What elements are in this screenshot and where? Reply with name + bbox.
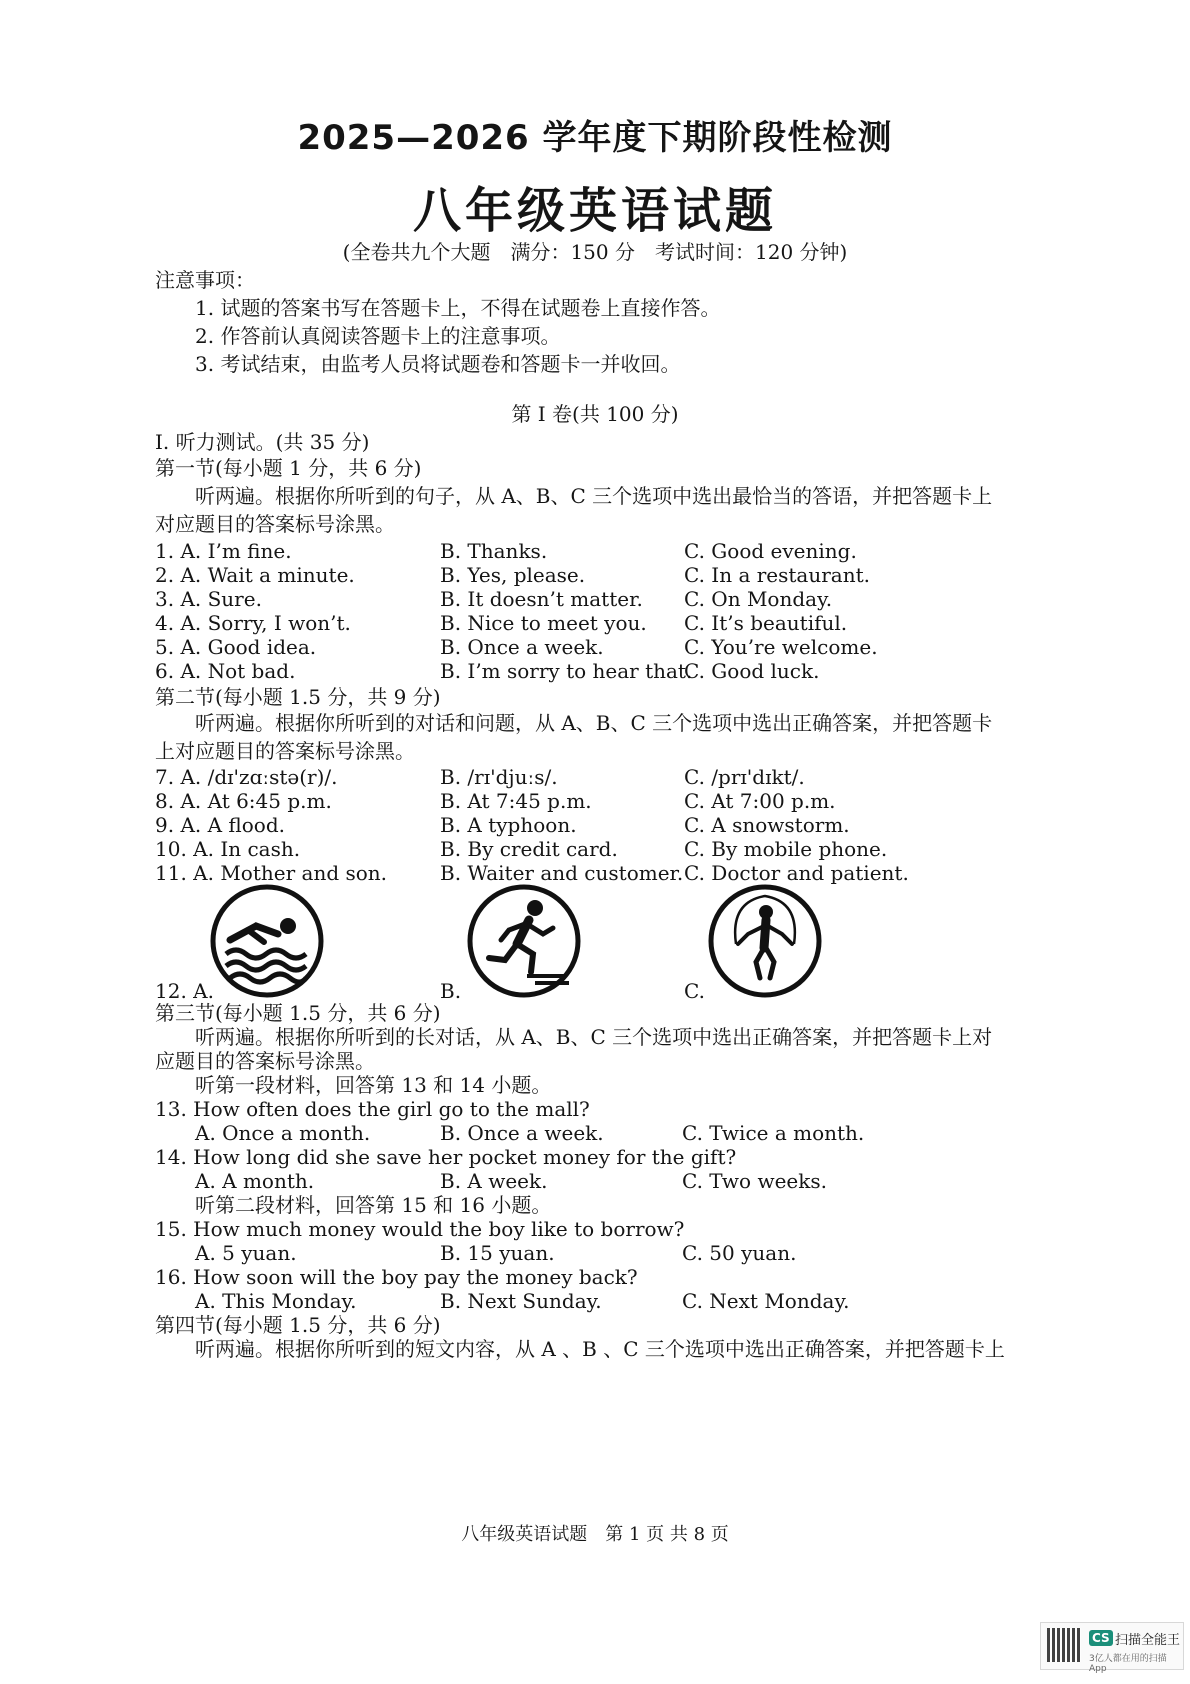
part4-heading: 第四节(每小题 1.5 分，共 6 分): [155, 1313, 441, 1337]
q7-option-c: C. /prɪ'dɪkt/.: [684, 765, 805, 789]
material1-note: 听第一段材料，回答第 13 和 14 小题。: [195, 1073, 552, 1097]
exam-info-subtitle: (全卷共九个大题 满分：150 分 考试时间：120 分钟): [342, 240, 848, 264]
q3-option-c: C. On Monday.: [684, 587, 833, 611]
q15-option-c: C. 50 yuan.: [682, 1241, 797, 1265]
q8-option-b: B. At 7:45 p.m.: [440, 789, 592, 813]
notice-item-3: 3. 考试结束，由监考人员将试题卷和答题卡一并收回。: [195, 352, 681, 376]
notice-item-1: 1. 试题的答案书写在答题卡上，不得在试题卷上直接作答。: [195, 296, 721, 320]
scanner-app-tagline: 3亿人都在用的扫描App: [1089, 1654, 1167, 1674]
part1-instructions-line1: 听两遍。根据你所听到的句子，从 A、B、C 三个选项中选出最恰当的答语，并把答题卡上: [195, 484, 993, 508]
q6-option-c: C. Good luck.: [684, 659, 820, 683]
page-footer: 八年级英语试题 第 1 页 共 8 页: [461, 1524, 729, 1545]
q2-option-a: 2. A. Wait a minute.: [155, 563, 355, 587]
notice-label: 注意事项：: [155, 268, 255, 292]
q13-option-c: C. Twice a month.: [682, 1121, 865, 1145]
part3-instructions-line1: 听两遍。根据你所听到的长对话，从 A、B、C 三个选项中选出正确答案，并把答题卡上对: [195, 1025, 993, 1049]
q14-option-c: C. Two weeks.: [682, 1169, 827, 1193]
q9-option-a: 9. A. A flood.: [155, 813, 285, 837]
q15-option-b: B. 15 yuan.: [440, 1241, 555, 1265]
exam-term-title: 2025—2026 学年度下期阶段性检测: [297, 118, 893, 158]
q11-option-a: 11. A. Mother and son.: [155, 861, 388, 885]
q16-option-c: C. Next Monday.: [682, 1289, 850, 1313]
q2-option-b: B. Yes, please.: [440, 563, 586, 587]
q9-option-b: B. A typhoon.: [440, 813, 577, 837]
q11-option-b: B. Waiter and customer.: [440, 861, 684, 885]
q7-option-b: B. /rɪ'djuːs/.: [440, 765, 558, 789]
q10-option-c: C. By mobile phone.: [684, 837, 888, 861]
q15-question: 15. How much money would the boy like to borrow?: [155, 1217, 685, 1241]
qr-code-icon: [1047, 1628, 1081, 1662]
q14-option-b: B. A week.: [440, 1169, 548, 1193]
q12-option-c: C.: [684, 979, 705, 1003]
notice-item-2: 2. 作答前认真阅读答题卡上的注意事项。: [195, 324, 561, 348]
q13-question: 13. How often does the girl go to the mall?: [155, 1097, 590, 1121]
q14-option-a: A. A month.: [195, 1169, 315, 1193]
q1-option-b: B. Thanks.: [440, 539, 548, 563]
q16-option-a: A. This Monday.: [195, 1289, 357, 1313]
q11-option-c: C. Doctor and patient.: [684, 861, 909, 885]
part2-instructions-line2: 上对应题目的答案标号涂黑。: [155, 739, 415, 763]
q13-option-b: B. Once a week.: [440, 1121, 604, 1145]
jump-rope-icon: [706, 882, 824, 1000]
q4-option-a: 4. A. Sorry, I won’t.: [155, 611, 351, 635]
q8-option-c: C. At 7:00 p.m.: [684, 789, 836, 813]
q14-question: 14. How long did she save her pocket money for the gift?: [155, 1145, 737, 1169]
part1-instructions-line2: 对应题目的答案标号涂黑。: [155, 512, 395, 536]
scanner-watermark: [1040, 1622, 1184, 1674]
material2-note: 听第二段材料，回答第 15 和 16 小题。: [195, 1193, 552, 1217]
exam-subject-title: 八年级英语试题: [412, 183, 777, 239]
part2-instructions-line1: 听两遍。根据你所听到的对话和问题，从 A、B、C 三个选项中选出正确答案，并把答题卡: [195, 711, 993, 735]
q7-option-a: 7. A. /dɪ'zɑːstə(r)/.: [155, 765, 338, 789]
part3-instructions-line2: 应题目的答案标号涂黑。: [155, 1049, 375, 1073]
q12-option-b: B.: [440, 979, 462, 1003]
q2-option-c: C. In a restaurant.: [684, 563, 870, 587]
q5-option-b: B. Once a week.: [440, 635, 604, 659]
part2-heading: 第二节(每小题 1.5 分，共 9 分): [155, 685, 441, 709]
part4-instructions-line1: 听两遍。根据你所听到的短文内容，从 A 、B 、C 三个选项中选出正确答案，并把答题卡上: [195, 1337, 1005, 1361]
q5-option-a: 5. A. Good idea.: [155, 635, 317, 659]
q10-option-a: 10. A. In cash.: [155, 837, 301, 861]
q1-option-c: C. Good evening.: [684, 539, 857, 563]
q1-option-a: 1. A. I’m fine.: [155, 539, 292, 563]
section-heading: I. 听力测试。(共 35 分): [155, 430, 370, 454]
q10-option-b: B. By credit card.: [440, 837, 618, 861]
volume-heading: 第 I 卷(共 100 分): [511, 402, 679, 426]
part1-heading: 第一节(每小题 1 分，共 6 分): [155, 456, 422, 480]
scanner-app-name: 扫描全能王: [1115, 1633, 1181, 1648]
q4-option-b: B. Nice to meet you.: [440, 611, 647, 635]
q16-question: 16. How soon will the boy pay the money back?: [155, 1265, 638, 1289]
q3-option-a: 3. A. Sure.: [155, 587, 262, 611]
scanner-logo: CS: [1089, 1630, 1113, 1646]
q4-option-c: C. It’s beautiful.: [684, 611, 848, 635]
q3-option-b: B. It doesn’t matter.: [440, 587, 643, 611]
swimming-icon: [208, 882, 326, 1000]
q13-option-a: A. Once a month.: [195, 1121, 371, 1145]
q8-option-a: 8. A. At 6:45 p.m.: [155, 789, 332, 813]
running-icon: [465, 882, 583, 1000]
q9-option-c: C. A snowstorm.: [684, 813, 850, 837]
q16-option-b: B. Next Sunday.: [440, 1289, 602, 1313]
q15-option-a: A. 5 yuan.: [195, 1241, 297, 1265]
q6-option-a: 6. A. Not bad.: [155, 659, 296, 683]
q12-option-a: 12. A.: [155, 979, 214, 1003]
q5-option-c: C. You’re welcome.: [684, 635, 878, 659]
part3-heading: 第三节(每小题 1.5 分，共 6 分): [155, 1001, 441, 1025]
q6-option-b: B. I’m sorry to hear that.: [440, 659, 693, 683]
